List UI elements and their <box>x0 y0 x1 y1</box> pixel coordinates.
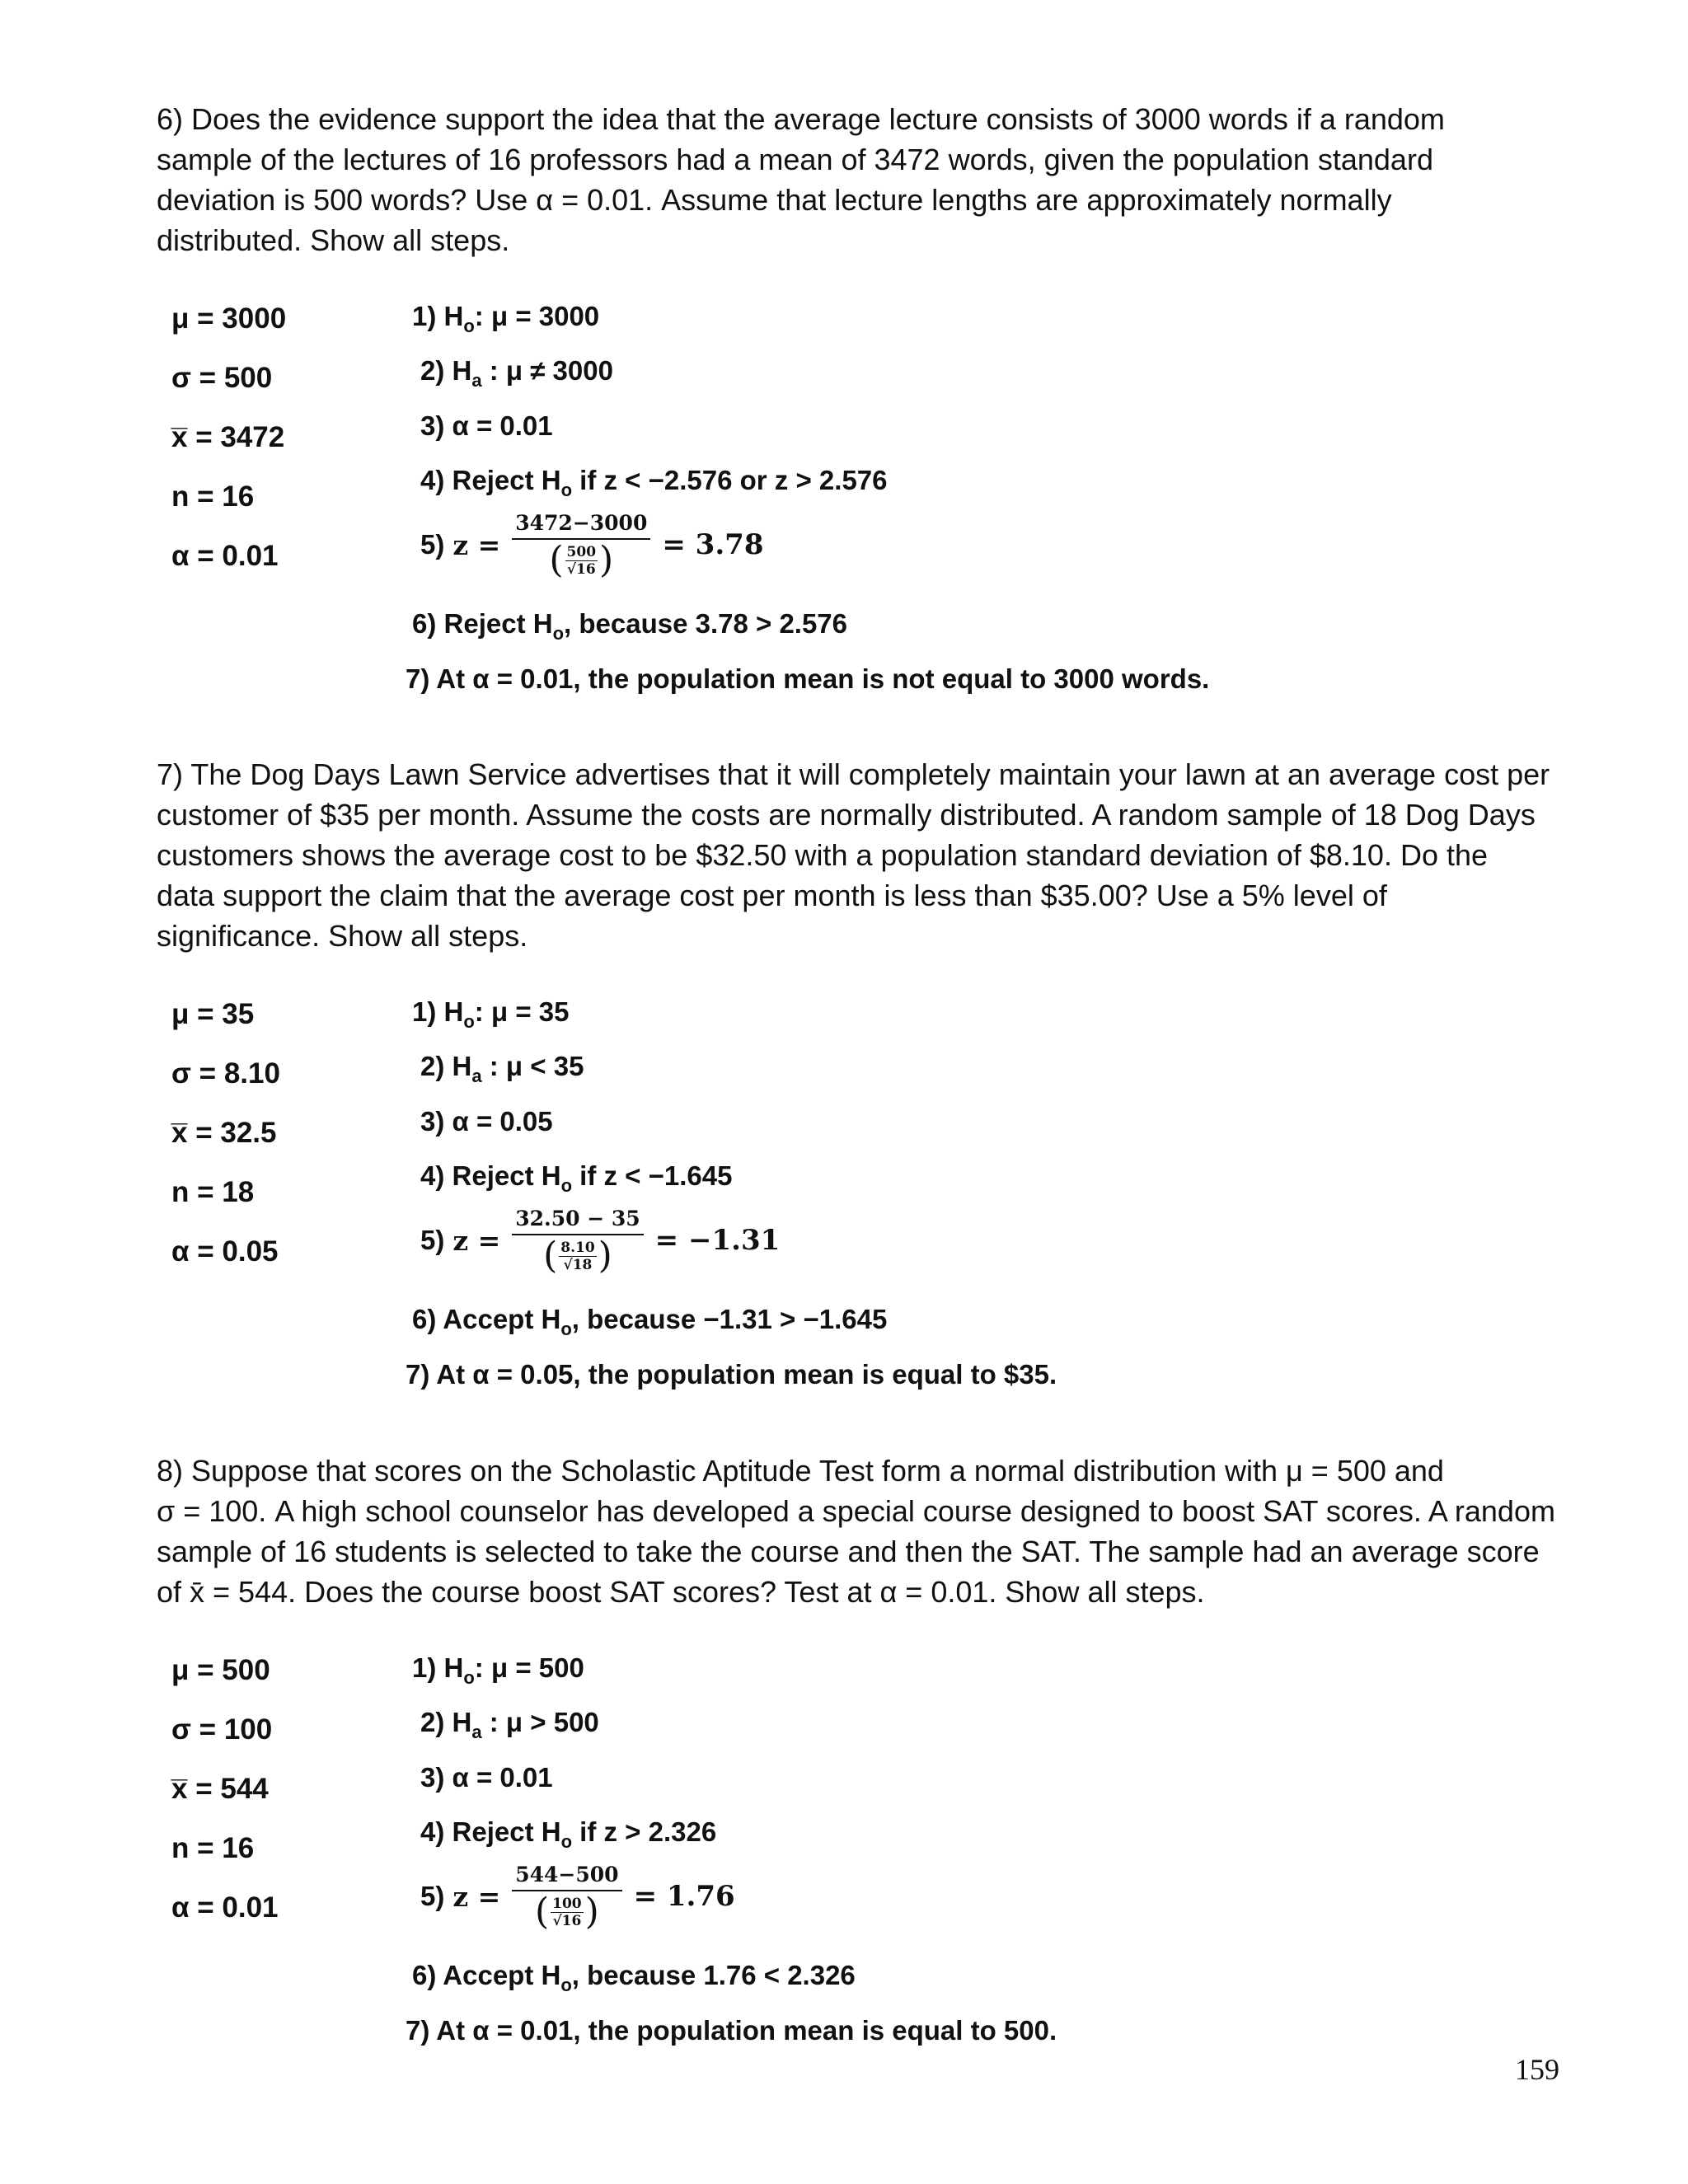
subscript: o <box>552 623 565 644</box>
fraction-denominator <box>534 1891 599 1933</box>
step-number: 5) <box>420 1225 445 1255</box>
step-alpha: 3) α = 0.01 <box>420 1762 553 1793</box>
z-symbol: z = <box>452 528 501 561</box>
subscript: o <box>560 1975 572 1995</box>
step-z-formula <box>420 1863 735 1933</box>
z-fraction <box>512 1207 643 1277</box>
subscript: o <box>463 316 475 336</box>
problem-prompt: 8) Suppose that scores on the Scholastic Aptitude Test form a normal distribution with μ = 500 and σ = 100. A high school counselor has developed a special course designed to boost SAT scores. A random sample of 16 students is selected to take the course and then the SAT. The sample had an average score of x̄ = 544. Does the course boost SAT scores? Test at α = 0.01. Show all steps. <box>157 1454 1555 1609</box>
sqrt-n: √16 <box>566 560 596 578</box>
step-null-hypothesis <box>412 301 600 336</box>
step-text: if z < −1.645 <box>572 1160 733 1191</box>
step-text: 2) H <box>420 1051 472 1081</box>
subscript: a <box>471 1722 482 1742</box>
fraction-denominator <box>549 540 613 579</box>
given-mu: μ = 3000 <box>171 302 287 335</box>
given-sigma: σ = 500 <box>171 362 273 394</box>
step-z-formula <box>420 1207 781 1277</box>
step-text: 2) H <box>420 355 472 386</box>
step-alt-hypothesis <box>420 1051 584 1086</box>
step-text: : μ < 35 <box>481 1051 584 1081</box>
step-rejection-rule <box>420 1816 717 1852</box>
subscript: o <box>560 480 573 500</box>
step-alt-hypothesis <box>420 1707 599 1742</box>
fraction-numerator: 32.50 − 35 <box>512 1207 643 1235</box>
step-conclusion: 7) At α = 0.05, the population mean is equal to $35. <box>406 1359 1057 1390</box>
fraction-numerator: 544−500 <box>512 1863 621 1891</box>
sqrt-n: √18 <box>563 1256 593 1273</box>
step-text: 6) Accept H <box>412 1304 561 1334</box>
step-text: , because −1.31 > −1.645 <box>571 1304 888 1334</box>
z-fraction <box>512 1863 621 1933</box>
left-paren: ( <box>543 1235 558 1277</box>
step-text: , because 1.76 < 2.326 <box>571 1960 856 1990</box>
subscript: o <box>463 1667 475 1688</box>
step-rejection-rule <box>420 465 888 500</box>
given-sigma: σ = 100 <box>171 1713 273 1746</box>
sqrt-n: √16 <box>552 1912 582 1929</box>
z-result: = −1.31 <box>654 1224 781 1257</box>
step-alpha: 3) α = 0.05 <box>420 1106 553 1137</box>
step-number: 5) <box>420 529 445 560</box>
page-number: 159 <box>1515 2053 1559 2086</box>
standard-error <box>559 1240 596 1273</box>
given-alpha: α = 0.01 <box>171 1891 279 1924</box>
given-xbar: x̅ = 3472 <box>171 421 285 453</box>
step-text: : μ = 500 <box>474 1652 584 1683</box>
left-paren: ( <box>534 1891 550 1933</box>
step-text: : μ > 500 <box>481 1707 599 1737</box>
step-alpha: 3) α = 0.01 <box>420 410 553 441</box>
fraction-numerator: 3472−3000 <box>512 511 650 540</box>
sigma-value: 8.10 <box>560 1239 595 1256</box>
step-text: , because 3.78 > 2.576 <box>564 608 848 639</box>
step-text: if z > 2.326 <box>572 1816 717 1847</box>
z-symbol: z = <box>452 1224 501 1257</box>
subscript: o <box>560 1319 572 1339</box>
step-conclusion: 7) At α = 0.01, the population mean is not equal to 3000 words. <box>406 663 1210 694</box>
problem-prompt: 6) Does the evidence support the idea that the average lecture consists of 3000 words if a random sample of the lectures of 16 professors had a mean of 3472 words, given the population standard deviation is 500 words? Use α = 0.01. Assume that lecture lengths are approximately normally distributed. Show all steps. <box>157 102 1445 257</box>
sigma-value: 500 <box>566 543 597 560</box>
given-alpha: α = 0.05 <box>171 1235 279 1268</box>
z-result: = 1.76 <box>633 1880 735 1913</box>
right-paren: ) <box>599 539 614 581</box>
step-alt-hypothesis <box>420 355 613 391</box>
subscript: a <box>471 1066 482 1086</box>
step-rejection-rule <box>420 1160 733 1196</box>
subscript: a <box>471 370 482 391</box>
step-decision <box>412 1304 888 1339</box>
step-text: 4) Reject H <box>420 465 561 495</box>
step-text: 4) Reject H <box>420 1816 561 1847</box>
step-text: 6) Reject H <box>412 608 553 639</box>
step-text: 2) H <box>420 1707 472 1737</box>
step-text: 1) H <box>412 1652 464 1683</box>
step-text: 1) H <box>412 996 464 1027</box>
step-text: 6) Accept H <box>412 1960 561 1990</box>
z-result: = 3.78 <box>662 528 764 561</box>
standard-error <box>551 1896 584 1929</box>
subscript: o <box>560 1175 573 1196</box>
step-decision <box>412 1960 856 1995</box>
given-mu: μ = 35 <box>171 998 255 1030</box>
fraction-denominator <box>543 1235 612 1277</box>
step-text: if z < −2.576 or z > 2.576 <box>572 465 888 495</box>
z-fraction <box>512 511 650 579</box>
left-paren: ( <box>549 539 564 581</box>
problem-prompt: 7) The Dog Days Lawn Service advertises that it will completely maintain your lawn at an average cost per customer of $35 per month. Assume the costs are normally distributed. A random sample of 18 Dog Days customers shows the average cost to be $32.50 with a population standard deviation of $8.10. Do the data support the claim that the average cost per month is less than $35.00? Use a 5% level of significance. Show all steps. <box>157 757 1550 953</box>
step-text: 4) Reject H <box>420 1160 561 1191</box>
given-xbar: x̅ = 32.5 <box>171 1117 277 1149</box>
right-paren: ) <box>598 1235 612 1277</box>
given-alpha: α = 0.01 <box>171 540 279 572</box>
given-sigma: σ = 8.10 <box>171 1057 280 1090</box>
given-mu: μ = 500 <box>171 1654 270 1686</box>
step-text: : μ = 35 <box>474 996 570 1027</box>
step-text: : μ = 3000 <box>474 301 600 331</box>
z-symbol: z = <box>452 1880 501 1913</box>
given-n: n = 18 <box>171 1176 255 1208</box>
step-null-hypothesis <box>412 1652 584 1688</box>
step-number: 5) <box>420 1881 445 1911</box>
subscript: o <box>463 1011 475 1032</box>
standard-error <box>565 544 598 578</box>
sigma-value: 100 <box>552 1895 582 1912</box>
given-n: n = 16 <box>171 480 255 513</box>
subscript: o <box>560 1831 573 1852</box>
step-text: 1) H <box>412 301 464 331</box>
step-decision <box>412 608 848 644</box>
given-n: n = 16 <box>171 1832 255 1864</box>
given-xbar: x̅ = 544 <box>171 1773 269 1805</box>
step-null-hypothesis <box>412 996 570 1032</box>
right-paren: ) <box>584 1891 599 1933</box>
step-z-formula <box>420 511 763 579</box>
step-conclusion: 7) At α = 0.01, the population mean is equal to 500. <box>406 2015 1057 2046</box>
step-text: : μ ≠ 3000 <box>481 355 613 386</box>
